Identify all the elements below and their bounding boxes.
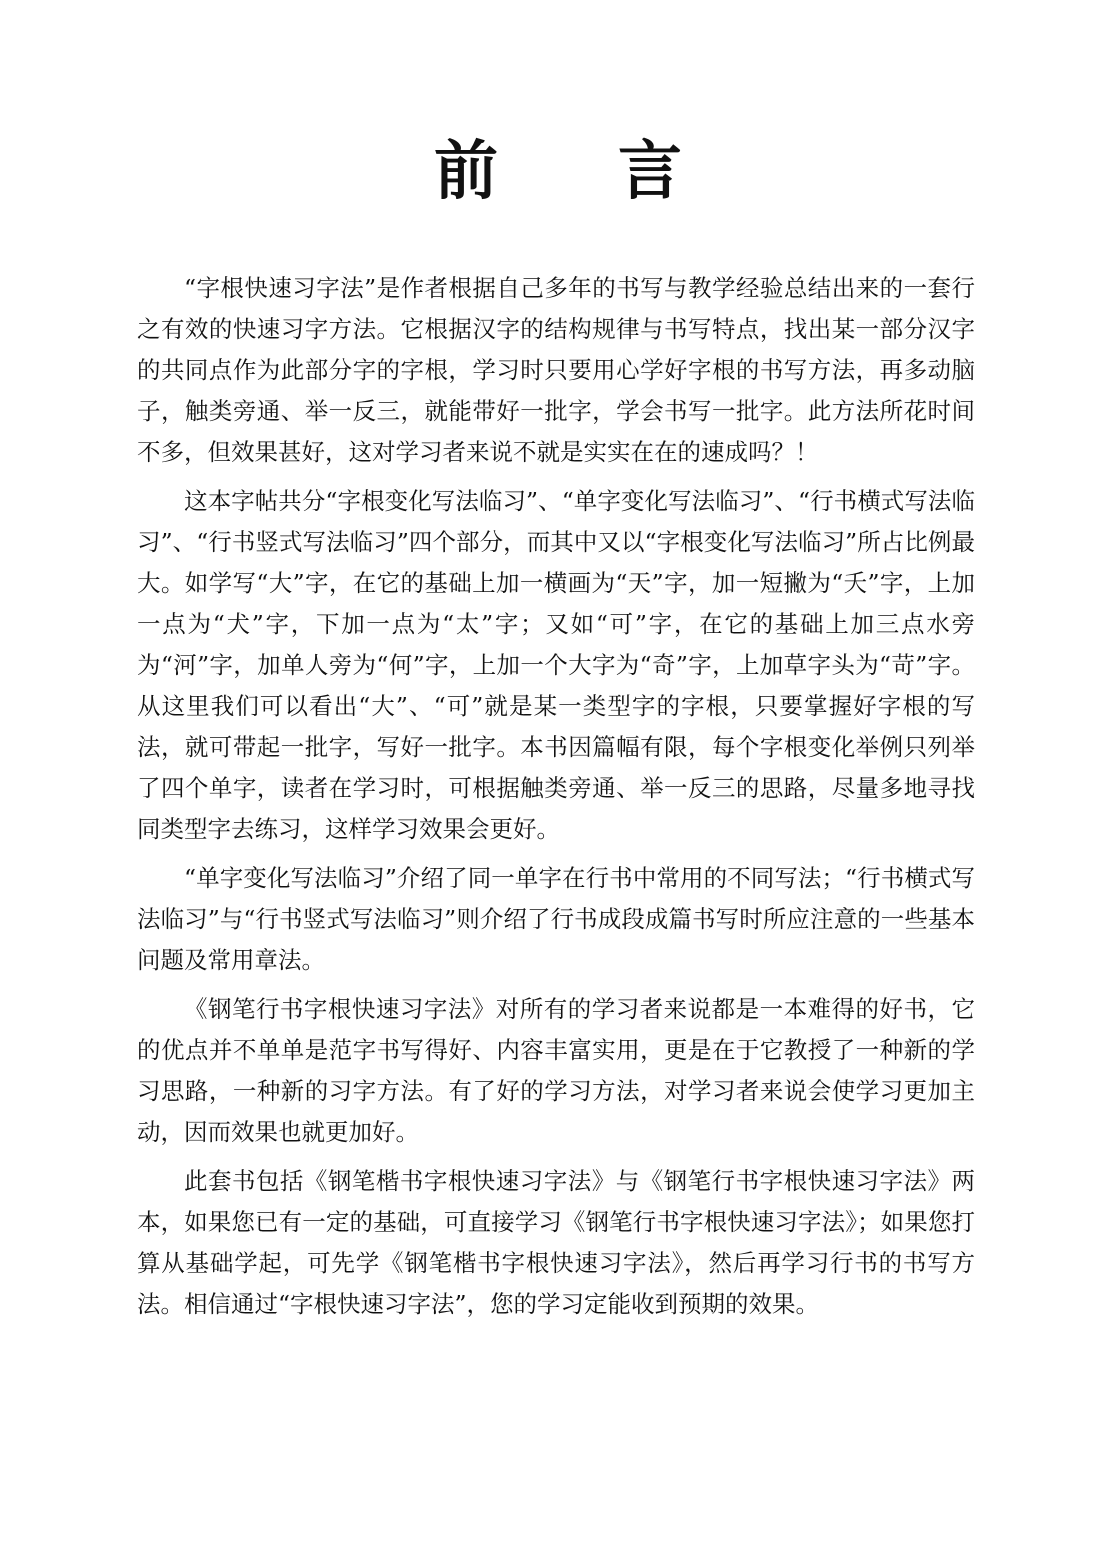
paragraph-3: “单字变化写法临习”介绍了同一单字在行书中常用的不同写法；“行书横式写法临习”与“行书竖式写法临习”则介绍了行书成段成篇书写时所应注意的一些基本问题及常用章法。	[137, 864, 975, 974]
paragraph-2: 这本字帖共分“字根变化写法临习”、“单字变化写法临习”、“行书横式写法临习”、“行书竖式写法临习”四个部分，而其中又以“字根变化写法临习”所占比例最大。如学写“大”字，在它的基础上加一横画为“天”字，加一短撇为“夭”字，上加一点为“犬”字，下加一点为“太”字；又如“可”字，在它的基础上加三点水旁为“河”字，加单人旁为“何”字，上加一个大字为“奇”字，上加草字头为“苛”字。从这里我们可以看出“大”、“可”就是某一类型字的字根，只要掌握好字根的写法，就可带起一批字，写好一批字。本书因篇幅有限，每个字根变化举例只列举了四个单字，读者在学习时，可根据触类旁通、举一反三的思路，尽量多地寻找同类型字去练习，这样学习效果会更好。	[137, 487, 975, 843]
paragraph-1: “字根快速习字法”是作者根据自己多年的书写与教学经验总结出来的一套行之有效的快速习字方法。它根据汉字的结构规律与书写特点，找出某一部分汉字的共同点作为此部分字的字根，学习时只要用心学好字根的书写方法，再多动脑子，触类旁通、举一反三，就能带好一批字，学会书写一批字。此方法所花时间不多，但效果甚好，这对学习者来说不就是实实在在的速成吗？！	[137, 274, 975, 466]
paragraph-4: 《钢笔行书字根快速习字法》对所有的学习者来说都是一本难得的好书，它的优点并不单单是范字书写得好、内容丰富实用，更是在于它教授了一种新的学习思路，一种新的习字方法。有了好的学习方法，对学习者来说会使学习更加主动，因而效果也就更加好。	[137, 995, 975, 1146]
title-char-2: 言	[618, 134, 682, 209]
paragraph-5: 此套书包括《钢笔楷书字根快速习字法》与《钢笔行书字根快速习字法》两本，如果您已有一定的基础，可直接学习《钢笔行书字根快速习字法》；如果您打算从基础学起，可先学《钢笔楷书字根快速习字法》，然后再学习行书的书写方法。相信通过“字根快速习字法”，您的学习定能收到预期的效果。	[137, 1167, 975, 1318]
title-char-1: 前	[434, 134, 498, 209]
page-title	[0, 128, 1116, 216]
preface-body	[137, 268, 975, 1333]
